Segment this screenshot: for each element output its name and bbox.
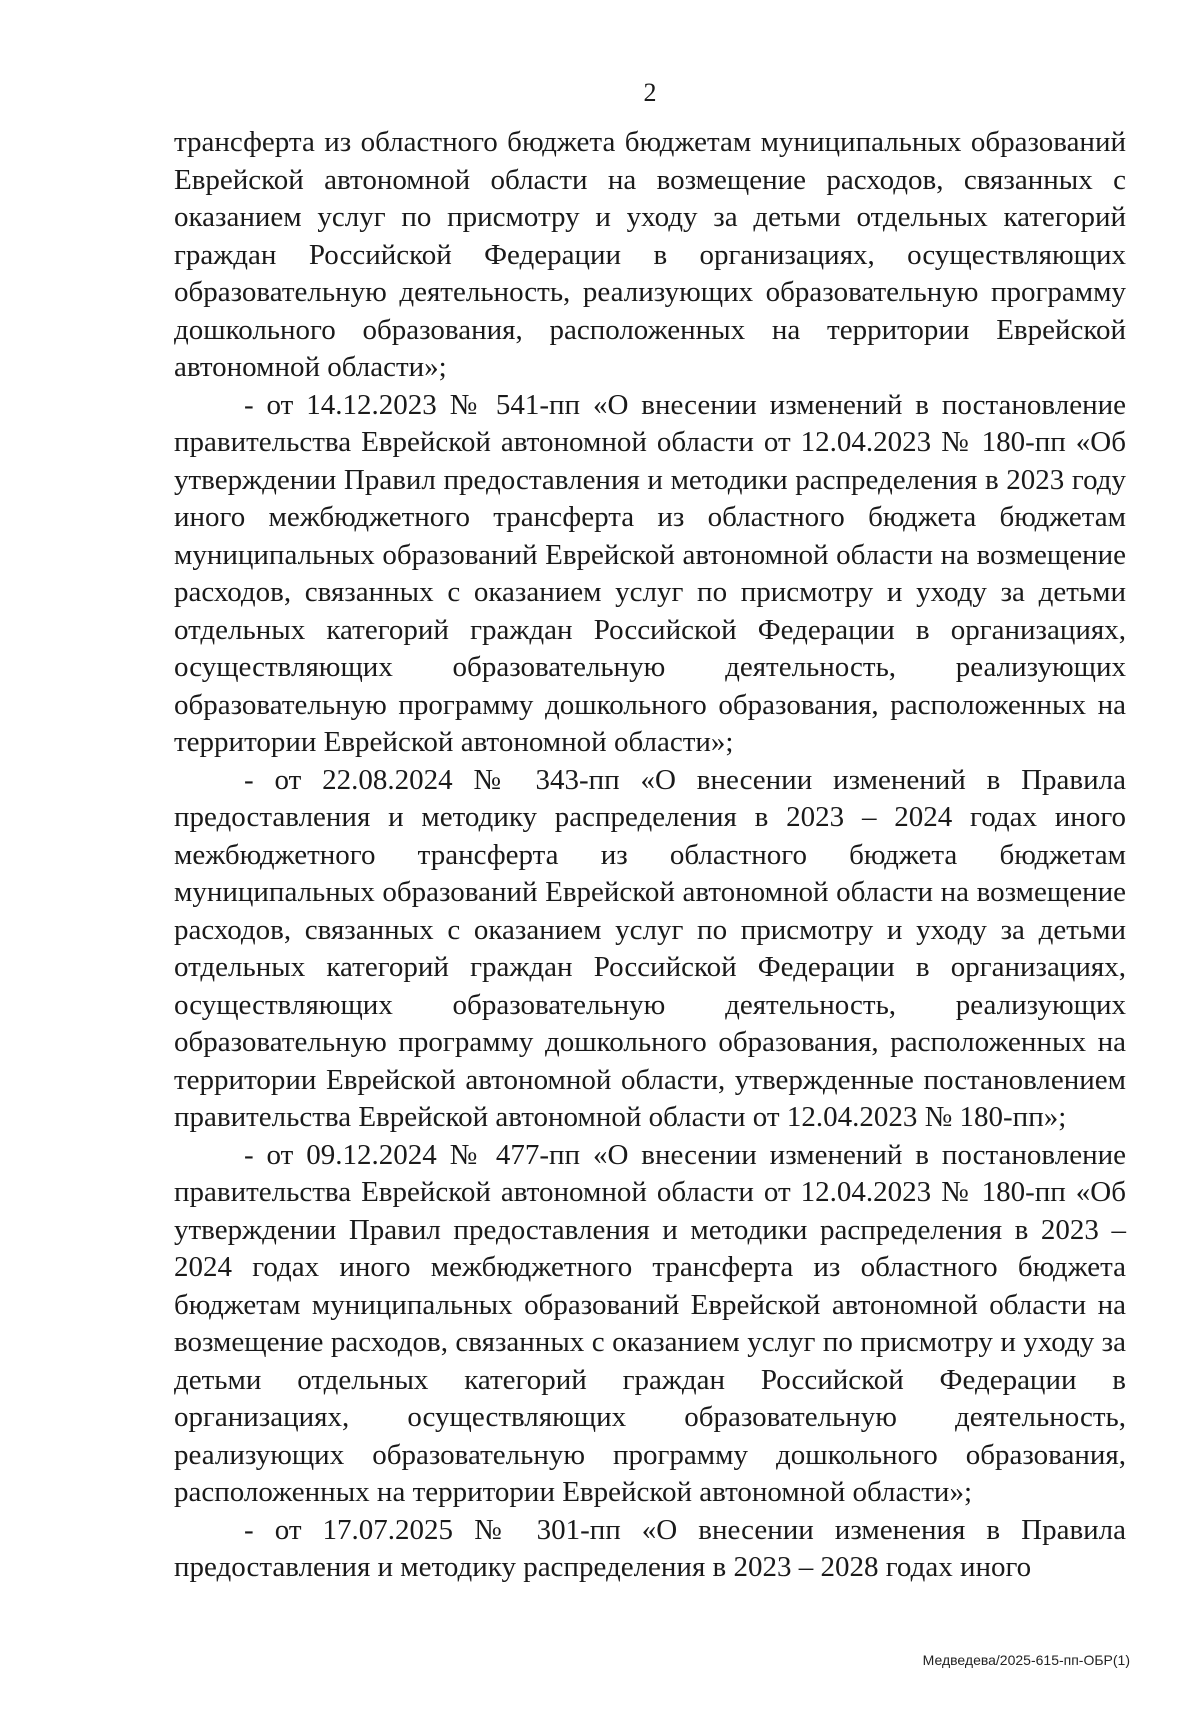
footer-document-reference: Медведева/2025-615-пп-ОБР(1)	[922, 1652, 1130, 1668]
paragraph-item-541pp: - от 14.12.2023 № 541-пп «О внесении изменений в постановление правительства Еврейской автономной области от 12.04.2023 № 180-пп «Об утверждении Правил предоставления и методики распределения в 2023 году иного межбюджетного трансферта из областного бюджета бюджетам муниципальных образований Еврейской автономной области на возмещение расходов, связанных с оказанием услуг по присмотру и уходу за детьми отдельных категорий граждан Российской Федерации в организациях, осуществляющих образовательную деятельность, реализующих образовательную программу дошкольного образования, расположенных на территории Еврейской автономной области»;	[174, 388, 1126, 758]
paragraph-item-477pp: - от 09.12.2024 № 477-пп «О внесении изменений в постановление правительства Еврейской автономной области от 12.04.2023 № 180-пп «Об утверждении Правил предоставления и методики распределения в 2023 – 2024 годах иного межбюджетного трансферта из областного бюджета бюджетам муниципальных образований Еврейской автономной области на возмещение расходов, связанных с оказанием услуг по присмотру и уходу за детьми отдельных категорий граждан Российской Федерации в организациях, осуществляющих образовательную деятельность, реализующих образовательную программу дошкольного образования, расположенных на территории Еврейской автономной области»;	[174, 1138, 1126, 1508]
paragraph-item-343pp: - от 22.08.2024 № 343-пп «О внесении изменений в Правила предоставления и методику распределения в 2023 – 2024 годах иного межбюджетного трансферта из областного бюджета бюджетам муниципальных образований Еврейской автономной области на возмещение расходов, связанных с оказанием услуг по присмотру и уходу за детьми отдельных категорий граждан Российской Федерации в организациях, осуществляющих образовательную деятельность, реализующих образовательную программу дошкольного образования, расположенных на территории Еврейской автономной области, утвержденные постановлением правительства Еврейской автономной области от 12.04.2023 № 180-пп»;	[174, 763, 1126, 1133]
document-body	[174, 124, 1126, 1587]
paragraph-item-301pp: - от 17.07.2025 № 301-пп «О внесении изменения в Правила предоставления и методику распределения в 2023 – 2028 годах иного	[174, 1513, 1126, 1583]
page-number: 2	[643, 78, 657, 107]
paragraph-continuation: трансферта из областного бюджета бюджетам муниципальных образований Еврейской автономной области на возмещение расходов, связанных с оказанием услуг по присмотру и уходу за детьми отдельных категорий граждан Российской Федерации в организациях, осуществляющих образовательную деятельность, реализующих образовательную программу дошкольного образования, расположенных на территории Еврейской автономной области»;	[174, 126, 1126, 383]
